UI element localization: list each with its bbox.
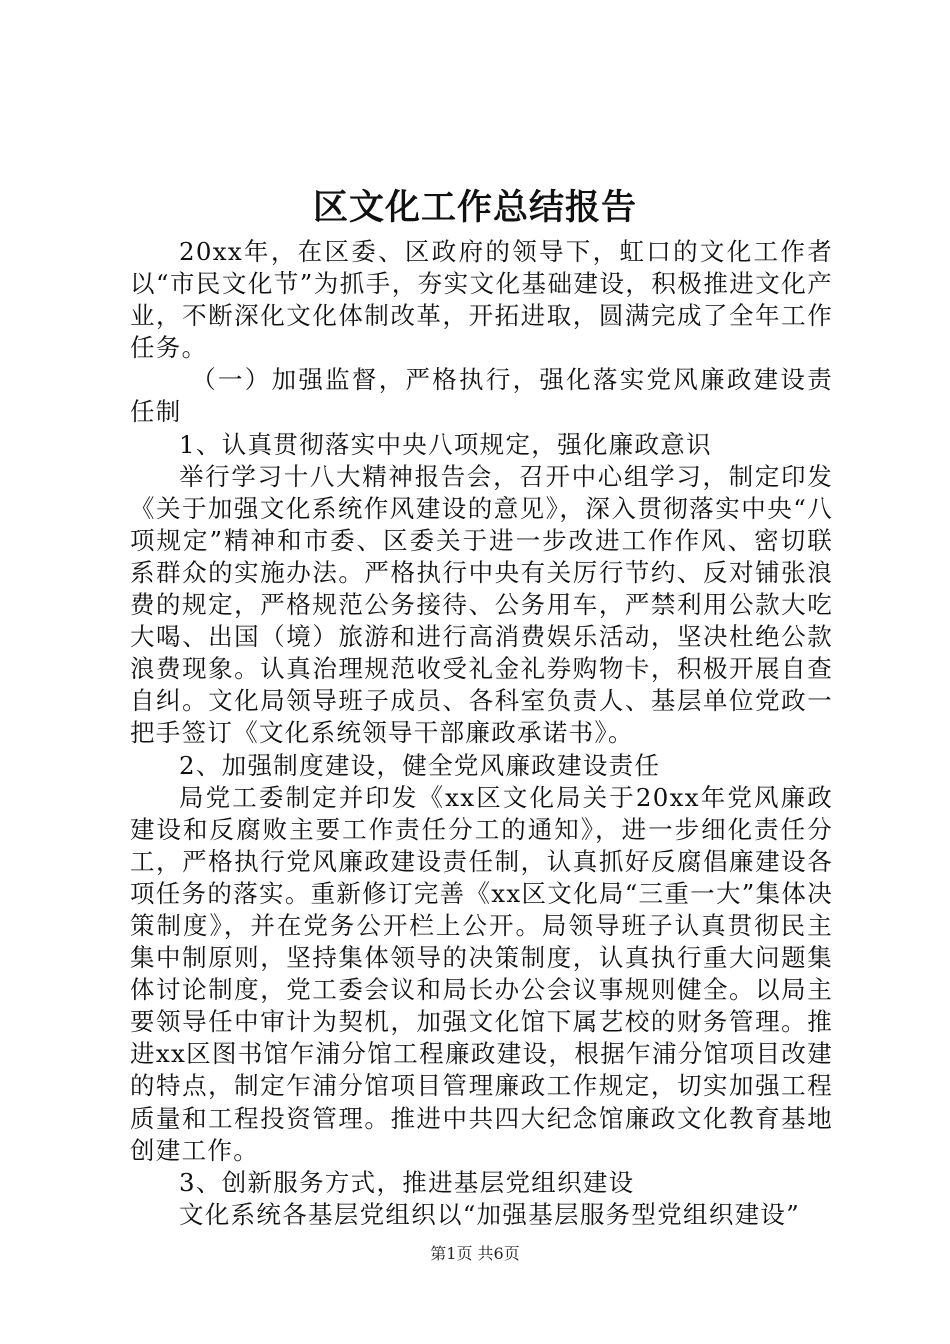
- intro-paragraph: 20xx年，在区委、区政府的领导下，虹口的文化工作者以“市民文化节”为抓手，夯实文化基础建设，积极推进文化产业，不断深化文化体制改革，开拓进取，圆满完成了全年工作任务。: [130, 237, 833, 363]
- document-body: [130, 236, 833, 1231]
- page-number-footer: 第1页 共6页: [430, 1244, 520, 1263]
- body-paragraph-2: 局党工委制定并印发《xx区文化局关于20xx年党风廉政建设和反腐败主要工作责任分工的通知》，进一步细化责任分工，严格执行党风廉政建设责任制，认真抓好反腐倡廉建设各项任务的落实。重新修订完善《xx区文化局“三重一大”集体决策制度》，并在党务公开栏上公开。局领导班子认真贯彻民主集中制原则，坚持集体领导的决策制度，认真执行重大问题集体讨论制度，党工委会议和局长办公会议事规则健全。以局主要领导任中审计为契机，加强文化馆下属艺校的财务管理。推进xx区图书馆乍浦分馆工程廉政建设，根据乍浦分馆项目改建的特点，制定乍浦分馆项目管理廉政工作规定，切实加强工程质量和工程投资管理。推进中共四大纪念馆廉政文化教育基地创建工作。: [130, 782, 833, 1165]
- document-title: 区文化工作总结报告: [312, 187, 637, 228]
- body-paragraph-1: 举行学习十八大精神报告会，召开中心组学习，制定印发《关于加强文化系统作风建设的意见》，深入贯彻落实中央“八项规定”精神和市委、区委关于进一步改进工作作风、密切联系群众的实施办法。严格执行中央有关厉行节约、反对铺张浪费的规定，严格规范公务接待、公务用车，严禁利用公款大吃大喝、出国（境）旅游和进行高消费娱乐活动，坚决杜绝公款浪费现象。认真治理规范收受礼金礼券购物卡，积极开展自查自纠。文化局领导班子成员、各科室负责人、基层单位党政一把手签订《文化系统领导干部廉政承诺书》。: [130, 461, 834, 748]
- body-paragraph-3: 文化系统各基层党组织以“加强基层服务型党组织建设”: [179, 1199, 801, 1229]
- subsection-heading-2: 2、加强制度建设，健全党风廉政建设责任: [179, 750, 661, 780]
- section-heading: （一）加强监督，严格执行，强化落实党风廉政建设责任制: [130, 365, 833, 427]
- subsection-heading-1: 1、认真贯彻落实中央八项规定，强化廉政意识: [179, 429, 712, 459]
- subsection-heading-3: 3、创新服务方式，推进基层党组织建设: [179, 1167, 635, 1197]
